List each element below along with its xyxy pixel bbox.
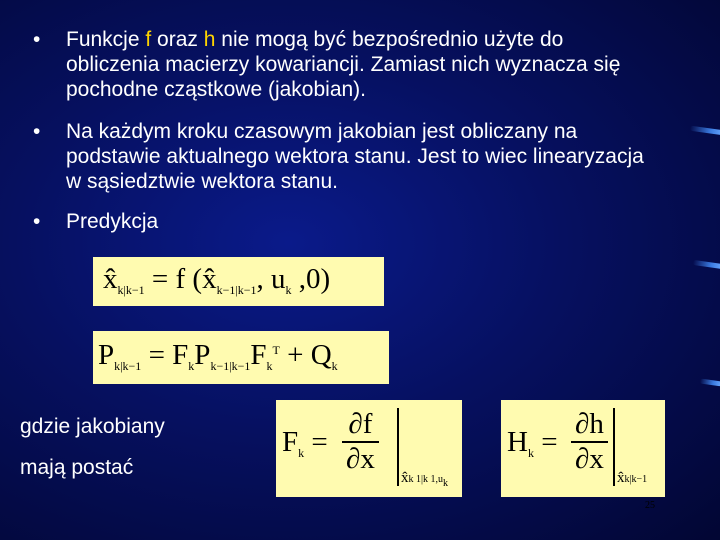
partial-derivative-fraction: $\frac{\partial f}{\partial x}$ [342,408,379,476]
bullet-text: Funkcje f oraz h nie mogą być bezpośrednio użyte do obliczenia macierzy kowariancji. Zamiast nich wyznacza się pochodne cząstkowe (jakobian). [66,28,621,101]
bullet-dot: • [33,210,41,233]
bullet-text: Predykcja [66,210,159,233]
bullet-dot: • [33,28,41,51]
jacobian-intro-label: gdzie jakobiany [20,415,165,438]
jacobian-f-equation: $F_k$ = $\frac{\partial f}{\partial x}$ x̂k 1|k $1,u_k$ [276,400,462,497]
state-prediction-equation: $x̂_{k|k-1} = f$ ($x̂_{k-1|k-1}$, $u_k$ ,0) [93,257,384,306]
bullet-item [33,209,653,234]
page-number: 25 [645,500,655,511]
function-h-highlight: h [203,28,216,51]
decorative-streak [693,260,720,269]
partial-derivative-fraction: $\frac{\partial h}{\partial x}$ [571,408,608,476]
covariance-prediction-equation: $P_{k|k-1} = F_kP_{k-1|k-1}F_k^T + Q_k$ [93,331,389,384]
function-f-highlight: f [145,28,152,51]
decorative-streak [700,378,720,386]
jacobian-h-equation: $H_k$ = $\frac{\partial h}{\partial x}$ x̂k|k−1 [501,400,665,497]
evaluation-bar [613,408,615,486]
bullet-dot: • [33,120,41,143]
bullet-item [33,119,653,194]
jacobian-form-label: mają postać [20,456,134,479]
evaluation-bar [397,408,399,486]
bullet-item [33,27,653,102]
decorative-streak [690,126,720,136]
bullet-text: Na każdym kroku czasowym jakobian jest obliczany na podstawie aktualnego wektora stanu. Jest to wiec linearyzacja w sąsiedztwie wektora stanu. [66,120,644,193]
